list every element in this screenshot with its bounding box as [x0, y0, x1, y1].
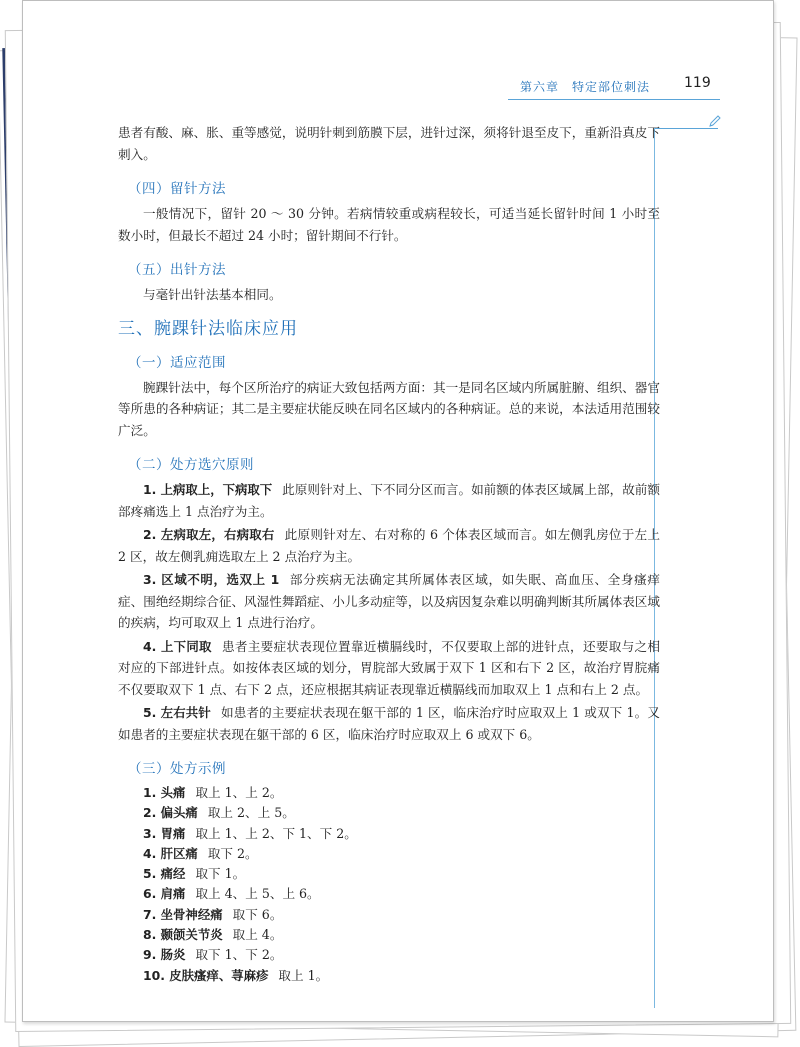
paragraph: 患者有酸、麻、胀、重等感觉，说明针刺到筋膜下层，进针过深，须将针退至皮下，重新沿真皮下刺入。 [118, 125, 660, 162]
example-title: 7. 坐骨神经痛 [143, 906, 223, 922]
example-item [118, 783, 660, 803]
example-title: 6. 肩痛 [143, 886, 186, 902]
principle-title: 3. 区域不明，选双上 1 [143, 572, 280, 587]
example-item [118, 803, 660, 823]
subsection-heading: （五）出针方法 [128, 262, 226, 278]
principle-title: 1. 上病取上，下病取下 [143, 482, 273, 497]
principle-text: 患者主要症状表现位置靠近横膈线时，不仅要取上部的进针点，还要取与之相对应的下部进针点。如按体表区域的划分，胃脘部大致属于双下 1 区和右下 2 区，故治疗胃脘痛不仅要取双下 1 点、右下 2 点，还应根据其病证表现靠近横膈线而加取双上 1 点和右上 2 点。 [118, 638, 660, 697]
paragraph: 一般情况下，留针 20 ～ 30 分钟。若病情较重或病程较长，可适当延长留针时间 1 小时至数小时，但最长不超过 24 小时；留针期间不行针。 [118, 206, 660, 243]
example-title: 8. 颞颌关节炎 [143, 927, 223, 943]
example-text: 取上 4、上 5、上 6。 [195, 886, 320, 902]
header-rule [508, 99, 720, 100]
principle-text: 此原则针对左、右对称的 6 个体表区域而言。如左侧乳房位于左上 2 区，故左侧乳痈选取左上 2 点治疗为主。 [118, 527, 660, 564]
example-item [118, 945, 660, 965]
margin-rule [654, 128, 718, 129]
example-text: 取下 2。 [207, 845, 258, 861]
principle-item [118, 636, 660, 701]
example-text: 取上 1。 [278, 967, 329, 983]
example-item [118, 925, 660, 945]
page-number: 119 [684, 75, 711, 91]
principle-title: 2. 左病取左，右病取右 [143, 527, 275, 542]
example-title: 10. 皮肤瘙痒、荨麻疹 [143, 967, 269, 983]
example-item [118, 884, 660, 904]
subsection-heading: （一）适应范围 [128, 354, 226, 371]
example-text: 取上 4。 [232, 927, 283, 943]
example-text: 取下 1、下 2。 [195, 947, 283, 963]
example-title: 9. 肠炎 [143, 947, 186, 963]
example-title: 5. 痛经 [143, 866, 186, 882]
example-title: 2. 偏头痛 [143, 805, 198, 821]
page-content [118, 122, 660, 986]
example-text: 取下 6。 [232, 906, 283, 922]
example-text: 取上 2、上 5。 [207, 805, 295, 821]
principle-title: 4. 上下同取 [143, 638, 212, 654]
principle-text: 部分疾病无法确定其所属体表区域，如失眠、高血压、全身瘙痒症、围绝经期综合征、风湿性舞蹈症、小儿多动症等，以及病因复杂难以明确判断其所属体表区域的疾病，均可取双上 1 点进行治疗。 [118, 572, 661, 630]
running-head: 第六章 特定部位刺法 [520, 80, 651, 94]
principle-item [118, 569, 660, 634]
example-item [118, 966, 660, 986]
principle-item [118, 524, 660, 567]
example-item [118, 844, 660, 864]
example-item [118, 905, 660, 925]
paragraph: 与毫针出针法基本相同。 [143, 287, 282, 302]
principle-title: 5. 左右共针 [143, 705, 211, 720]
example-item [118, 864, 660, 884]
example-title: 3. 胃痛 [143, 825, 186, 841]
principle-text: 如患者的主要症状表现在躯干部的 1 区，临床治疗时应取双上 1 或双下 1。又如患者的主要症状表现在躯干部的 6 区，临床治疗时应取双上 6 或双下 6。 [118, 705, 660, 742]
paragraph: 腕踝针法中，每个区所治疗的病证大致包括两方面：其一是同名区域内所属脏腑、组织、器官等所患的各种病证；其二是主要症状能反映在同名区域内的各种病证。总的来说，本法适用范围较广泛。 [118, 379, 660, 438]
subsection-heading: （二）处方选穴原则 [128, 457, 254, 473]
principle-item [118, 479, 660, 522]
example-title: 1. 头痛 [143, 785, 186, 800]
example-item [118, 824, 660, 844]
subsection-heading: （四）留针方法 [128, 181, 226, 197]
example-text: 取下 1。 [195, 866, 246, 882]
example-text: 取上 1、上 2。 [195, 785, 283, 800]
example-title: 4. 肝区痛 [143, 845, 198, 861]
subsection-heading: （三）处方示例 [128, 761, 226, 777]
example-text: 取上 1、上 2、下 1、下 2。 [195, 825, 357, 841]
principle-text: 此原则针对上、下不同分区而言。如前额的体表区域属上部，故前额部疼痛选上 1 点治疗为主。 [118, 482, 660, 519]
principle-item [118, 702, 660, 745]
section-heading: 三、腕踝针法临床应用 [118, 318, 298, 339]
pen-note-icon [708, 114, 722, 128]
